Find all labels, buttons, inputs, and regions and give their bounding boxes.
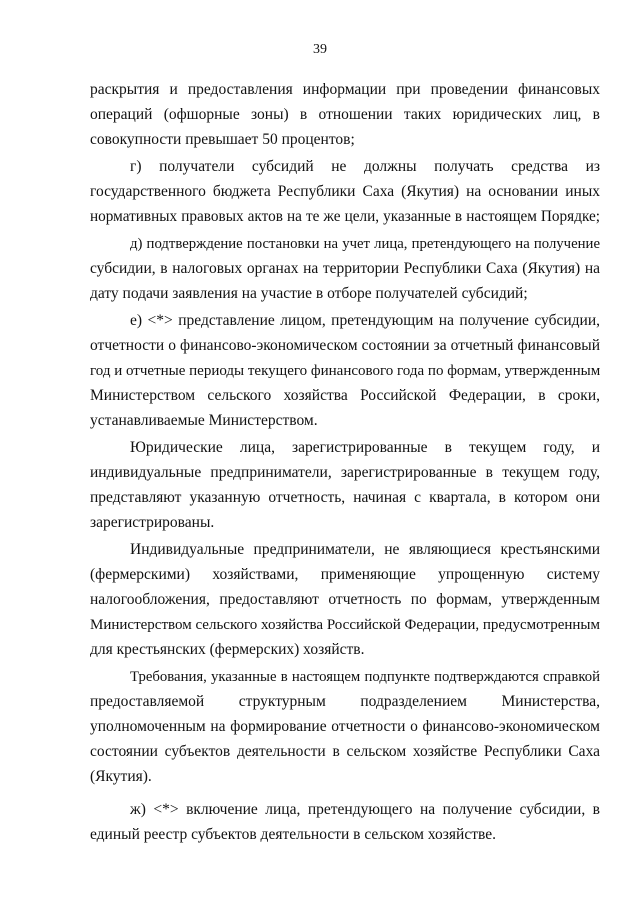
text-line: состоянии субъектов деятельности в сельском хозяйстве Республики Саха — [90, 743, 600, 760]
text-line: операций (офшорные зоны) в отношении таких юридических лиц, в — [90, 106, 600, 123]
text-line: совокупности превышает 50 процентов; — [90, 131, 355, 148]
text-line: уполномоченным на формирование отчетности о финансово-экономическом — [90, 718, 600, 735]
text-line: для крестьянских (фермерских) хозяйств. — [90, 641, 365, 658]
text-line: Министерством сельского хозяйства Российской Федерации, в сроки, — [90, 387, 600, 404]
text-line: ж) <*> включение лица, претендующего на получение субсидии, в — [130, 801, 600, 818]
text-line: государственного бюджета Республики Саха (Якутия) на основании иных — [90, 183, 600, 200]
text-line: д) подтверждение постановки на учет лица, претендующего на получение — [130, 236, 600, 252]
text-line: предоставляемой структурным подразделением Министерства, — [90, 693, 600, 710]
page-number: 39 — [313, 42, 327, 57]
text-line: налогообложения, предоставляют отчетность по формам, утвержденным — [90, 591, 600, 608]
text-line: год и отчетные периоды текущего финансового года по формам, утвержденным — [90, 363, 601, 379]
text-line: нормативных правовых актов на те же цели, указанные в настоящем Порядке; — [90, 208, 600, 225]
text-line: (фермерскими) хозяйствами, применяющие упрощенную систему — [90, 566, 600, 583]
text-line: раскрытия и предоставления информации при проведении финансовых — [90, 81, 600, 98]
text-line: Министерством сельского хозяйства Российской Федерации, предусмотренным — [90, 617, 600, 633]
text-line: представляют указанную отчетность, начиная с квартала, в котором они — [90, 489, 600, 506]
text-line: е) <*> представление лицом, претендующим на получение субсидии, — [130, 312, 600, 329]
text-line: Юридические лица, зарегистрированные в текущем году, и — [130, 439, 600, 456]
text-line: Требования, указанные в настоящем подпункте подтверждаются справкой — [130, 669, 600, 685]
text-line: устанавливаемые Министерством. — [90, 412, 318, 429]
text-line: единый реестр субъектов деятельности в сельском хозяйстве. — [90, 826, 496, 843]
text-line: дату подачи заявления на участие в отборе получателей субсидий; — [90, 285, 528, 302]
text-line: отчетности о финансово-экономическом состоянии за отчетный финансовый — [90, 337, 600, 354]
text-line: зарегистрированы. — [90, 514, 215, 531]
text-line: Индивидуальные предприниматели, не являющиеся крестьянскими — [130, 541, 600, 558]
text-line: (Якутия). — [90, 768, 152, 785]
text-line: индивидуальные предприниматели, зарегистрированные в текущем году, — [90, 464, 600, 481]
text-line: г) получатели субсидий не должны получать средства из — [130, 158, 600, 175]
text-line: субсидии, в налоговых органах на территории Республики Саха (Якутия) на — [90, 260, 600, 277]
